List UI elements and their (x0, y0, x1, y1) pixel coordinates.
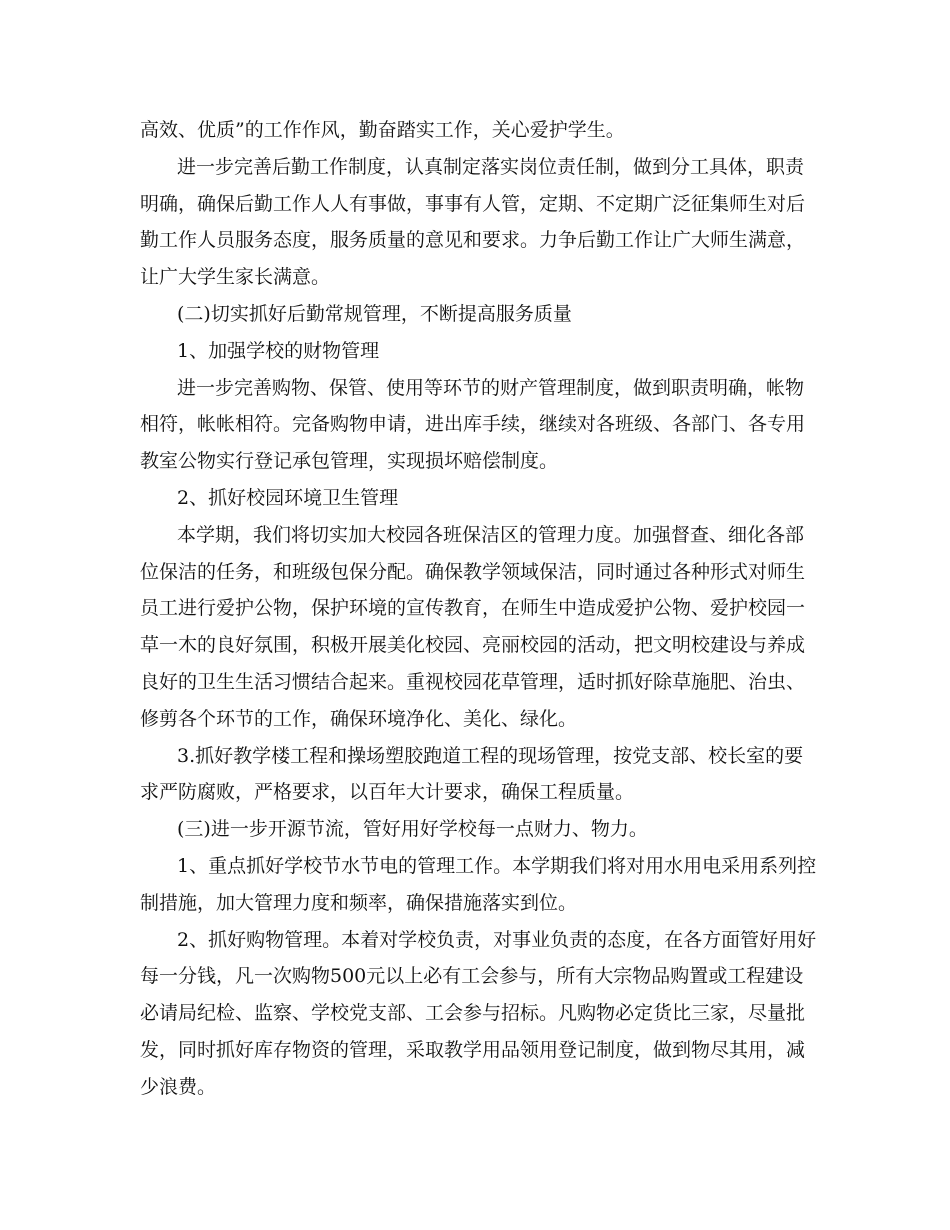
paragraph: 高效、优质”的工作作风，勤奋踏实工作，关心爱护学生。 (140, 119, 625, 141)
paragraph: 2、抓好购物管理。本着对学校负责，对事业负责的态度，在各方面管好用好每一分钱，凡一次购物500元以上必有工会参与，所有大宗物品购置或工程建设必请局纪检、监察、学校党支部、工会参与招标。凡购物必定货比三家，尽量批发，同时抓好库存物资的管理，采取教学用品领用登记制度，做到物尽其用，减少浪费。 (140, 928, 817, 1098)
paragraph: 3.抓好教学楼工程和操场塑胶跑道工程的现场管理，按党支部、校长室的要求严防腐败，严格要求，以百年大计要求，确保工程质量。 (140, 744, 804, 804)
document-body (140, 112, 820, 1106)
paragraph: 1、重点抓好学校节水节电的管理工作。本学期我们将对用水用电采用系列控制措施，加大管理力度和频率，确保措施落实到位。 (140, 854, 817, 914)
subsection-heading: 1、加强学校的财物管理 (177, 339, 380, 362)
paragraph: 进一步完善后勤工作制度，认真制定落实岗位责任制，做到分工具体，职责明确，确保后勤工作人人有事做，事事有人管，定期、不定期广泛征集师生对后勤工作人员服务态度，服务质量的意见和要求。力争后勤工作让广大师生满意，让广大学生家长满意。 (140, 155, 806, 289)
section-heading: (二)切实抓好后勤常规管理，不断提高服务质量 (177, 302, 572, 325)
paragraph: 本学期，我们将切实加大校园各班保洁区的管理力度。加强督查、细化各部位保洁的任务，和班级包保分配。确保教学领域保洁，同时通过各种形式对师生员工进行爱护公物，保护环境的宣传教育，在师生中造成爱护公物、爱护校园一草一木的良好氛围，积极开展美化校园、亮丽校园的活动，把文明校建设与养成良好的卫生生活习惯结合起来。重视校园花草管理，适时抓好除草施肥、治虫、修剪各个环节的工作，确保环境净化、美化、绿化。 (140, 523, 806, 730)
subsection-heading: 2、抓好校园环境卫生管理 (177, 486, 399, 509)
section-heading: (三)进一步开源节流，管好用好学校每一点财力、物力。 (177, 818, 648, 841)
paragraph: 进一步完善购物、保管、使用等环节的财产管理制度，做到职责明确，帐物相符，帐帐相符。完备购物申请，进出库手续，继续对各班级、各部门、各专用教室公物实行登记承包管理，实现损坏赔偿制度。 (140, 376, 806, 473)
